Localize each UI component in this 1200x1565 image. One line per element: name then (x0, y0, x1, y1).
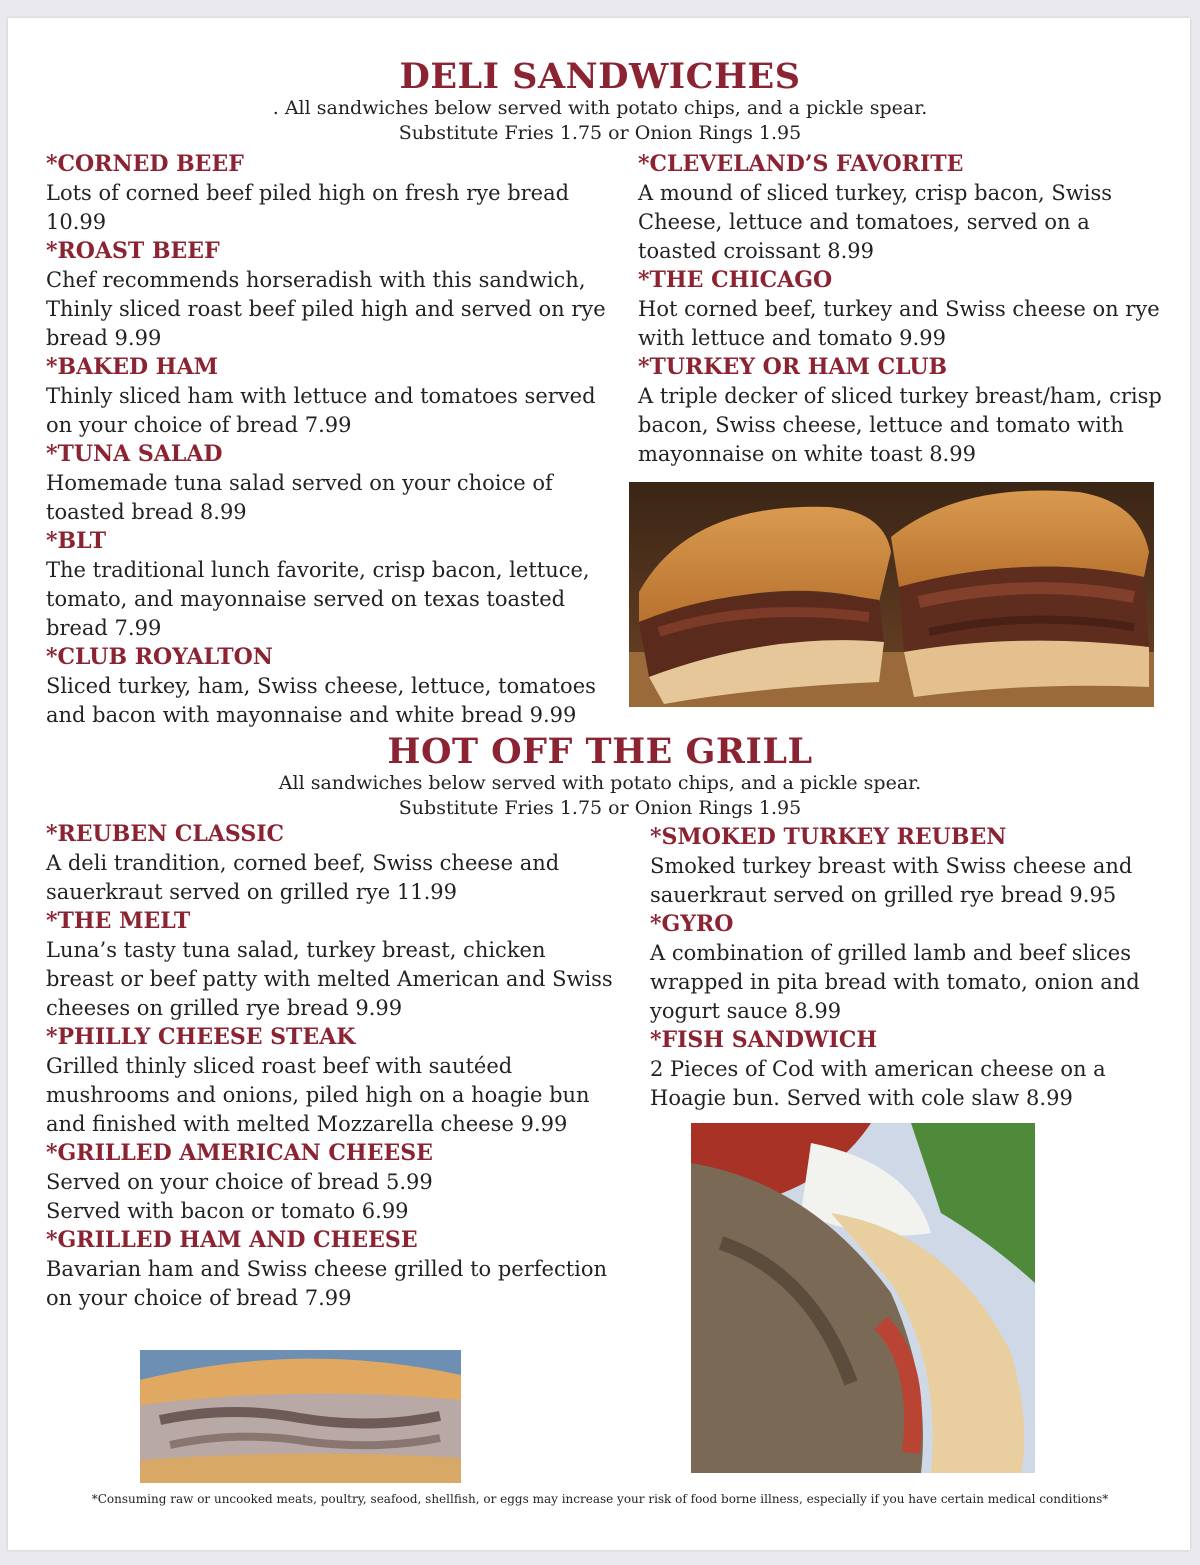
menu-item (46, 1139, 616, 1226)
deli-title: DELI SANDWICHES (399, 56, 801, 97)
menu-item-description: 2 Pieces of Cod with american cheese on a Hoagie bun. Served with cole slaw 8.99 (650, 1057, 1106, 1110)
menu-item-name: *THE CHICAGO (638, 267, 833, 293)
menu-item-description: The traditional lunch favorite, crisp bacon, lettuce, tomato, and mayonnaise served on texas toasted bread 7.99 (46, 558, 590, 640)
grill-left-column (46, 820, 616, 1313)
menu-item-name: *BLT (46, 528, 107, 554)
menu-item-description: A triple decker of sliced turkey breast/ham, crisp bacon, Swiss cheese, lettuce and tomato with mayonnaise on white toast 8.99 (638, 384, 1162, 466)
menu-item (46, 643, 611, 730)
menu-item-description: Chef recommends horseradish with this sandwich, Thinly sliced roast beef piled high and served on rye bread 9.99 (46, 268, 606, 350)
menu-item-description: Lots of corned beef piled high on fresh rye bread 10.99 (46, 181, 570, 234)
menu-item-name: *ROAST BEEF (46, 238, 220, 264)
menu-item-description: Bavarian ham and Swiss cheese grilled to perfection on your choice of bread 7.99 (46, 1257, 608, 1310)
menu-item-name: *GRILLED HAM AND CHEESE (46, 1227, 418, 1253)
menu-item-name: *GYRO (650, 911, 734, 937)
menu-item-name: *GRILLED AMERICAN CHEESE (46, 1140, 433, 1166)
menu-item-description: Sliced turkey, ham, Swiss cheese, lettuce, tomatoes and bacon with mayonnaise and white bread 9.99 (46, 674, 596, 727)
deli-left-column (46, 150, 611, 730)
menu-item-description: A mound of sliced turkey, crisp bacon, Swiss Cheese, lettuce and tomatoes, served on a toasted croissant 8.99 (638, 181, 1113, 263)
menu-item (46, 1226, 616, 1313)
menu-item (46, 527, 611, 643)
menu-item-name: *BAKED HAM (46, 354, 219, 380)
menu-item (46, 150, 611, 237)
gyro-photo (691, 1123, 1035, 1473)
roast-beef-sandwich-photo (629, 482, 1154, 707)
menu-item-description: Thinly sliced ham with lettuce and tomatoes served on your choice of bread 7.99 (46, 384, 596, 437)
menu-item (638, 266, 1163, 353)
menu-item-name: *CLUB ROYALTON (46, 644, 273, 670)
menu-item (650, 910, 1160, 1026)
menu-item-description: A deli trandition, corned beef, Swiss cheese and sauerkraut served on grilled rye 11.99 (46, 851, 560, 904)
menu-item-description: A combination of grilled lamb and beef slices wrapped in pita bread with tomato, onion and yogurt sauce 8.99 (650, 941, 1140, 1023)
menu-item-description: Served on your choice of bread 5.99 Served with bacon or tomato 6.99 (46, 1170, 433, 1223)
menu-item-name: *CLEVELAND’S FAVORITE (638, 151, 964, 177)
menu-item-name: *CORNED BEEF (46, 151, 244, 177)
philly-cheese-steak-photo (140, 1350, 461, 1483)
menu-item-description: Luna’s tasty tuna salad, turkey breast, chicken breast or beef patty with melted American and Swiss cheeses on grilled rye bread 9.99 (46, 938, 613, 1020)
menu-item-description: Smoked turkey breast with Swiss cheese and sauerkraut served on grilled rye bread 9.95 (650, 854, 1133, 907)
menu-item (638, 353, 1163, 469)
menu-item (46, 237, 611, 353)
menu-item (46, 1023, 616, 1139)
menu-item (650, 1026, 1160, 1113)
menu-item-name: *THE MELT (46, 908, 191, 934)
menu-item (46, 440, 611, 527)
grill-subtitle-1: All sandwiches below served with potato chips, and a pickle spear. (278, 772, 922, 794)
menu-item-description: Grilled thinly sliced roast beef with sautéed mushrooms and onions, piled high on a hoagie bun and finished with melted Mozzarella cheese 9.99 (46, 1054, 590, 1136)
menu-item-name: *FISH SANDWICH (650, 1027, 878, 1053)
menu-item (46, 820, 616, 907)
deli-subtitle-2: Substitute Fries 1.75 or Onion Rings 1.95 (398, 122, 802, 144)
menu-item-name: *PHILLY CHEESE STEAK (46, 1024, 356, 1050)
menu-item-description: Hot corned beef, turkey and Swiss cheese on rye with lettuce and tomato 9.99 (638, 297, 1160, 350)
menu-item (638, 150, 1163, 266)
grill-title: HOT OFF THE GRILL (387, 731, 813, 772)
menu-item-name: *TURKEY OR HAM CLUB (638, 354, 948, 380)
food-safety-disclaimer: *Consuming raw or uncooked meats, poultry, seafood, shellfish, or eggs may increase your risk of food borne illness, especially if you have certain medical conditions* (91, 1492, 1109, 1506)
menu-item-description: Homemade tuna salad served on your choice of toasted bread 8.99 (46, 471, 553, 524)
grill-right-column (650, 823, 1160, 1113)
menu-item-name: *SMOKED TURKEY REUBEN (650, 824, 1007, 850)
menu-item (650, 823, 1160, 910)
menu-item-name: *TUNA SALAD (46, 441, 223, 467)
deli-subtitle-1: . All sandwiches below served with potato chips, and a pickle spear. (272, 97, 928, 119)
grill-subtitle-2: Substitute Fries 1.75 or Onion Rings 1.95 (398, 797, 802, 819)
menu-item (46, 907, 616, 1023)
menu-item (46, 353, 611, 440)
menu-item-name: *REUBEN CLASSIC (46, 821, 285, 847)
deli-right-column (638, 150, 1163, 469)
